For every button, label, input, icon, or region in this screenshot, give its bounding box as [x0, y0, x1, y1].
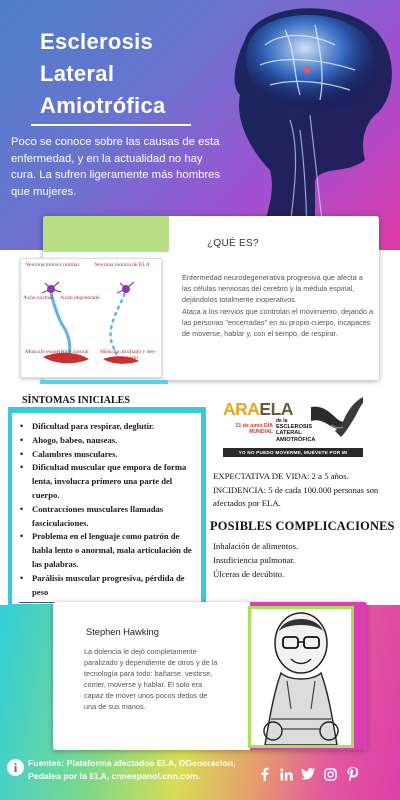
hawking-name: Stephen Hawking — [86, 627, 159, 637]
complication-item: Inhalación de alimentos. — [213, 541, 299, 551]
what-is-paragraph-2: Ataca a los nervios que controlan el movimiento, dejando a las personas "encerradas" en su propio cuerpo, incapaces de moverse, hablar y, con el tiempo, de respirar. — [182, 306, 374, 338]
araela-logo — [223, 399, 293, 420]
intro-text: Poco se conoce sobre las causas de esta enfermedad, y en la actualidad no hay cura. La sufren ligeramente más hombres que mujeres. — [11, 136, 221, 198]
label-axon-normal: Axón normal — [23, 295, 53, 301]
cyan-accent-stripe — [40, 380, 168, 384]
label-muscle-atrophied: Músculo atrofiado y des-inervado — [99, 349, 157, 362]
stats-block — [213, 470, 397, 511]
complication-item: Úlceras de decúbito. — [213, 568, 285, 579]
what-is-accent — [43, 216, 169, 252]
araela-date: 21 de junio DÍA MUNDIAL — [235, 423, 273, 435]
info-icon: i — [7, 759, 24, 776]
symptom-item: • Dificultad muscular que empora de forma lenta, involucra primero una parte del cuerpo. — [19, 461, 199, 502]
symptoms-list — [19, 420, 199, 599]
symptom-item: • Dificultad para respirar, deglutir. — [19, 420, 199, 434]
title-underline — [31, 124, 191, 126]
title-line-1: Esclerosis — [40, 29, 154, 54]
araela-logo-ela: ELA — [259, 399, 293, 419]
symptom-item: • Ahogo, babeo, nauseas. — [19, 434, 199, 448]
label-muscle-normal: Músculo esquelético normal — [25, 349, 89, 355]
incidence: INCIDENCIA: 5 de cada 100.000 personas son afectados por ELA. — [213, 484, 379, 508]
sources-text: Fuentes: Plataforma afectados ELA, DGeneracion, Pedalea por la ELA, cnnespanol.cnn.com. — [28, 758, 236, 781]
hawking-caricature-art — [251, 609, 351, 745]
header-banner — [0, 0, 400, 250]
complication-item: Insuficiencia pulmonar. — [213, 554, 296, 565]
title-line-3: Amiotrófica — [40, 93, 166, 118]
complications-list — [213, 540, 298, 581]
symptom-item: • Contracciones musculares llamadas fasciculaciones. — [19, 503, 199, 531]
symptom-item: • Parálisis muscular progresiva, pérdida de peso — [19, 572, 199, 600]
hands-icon — [311, 397, 363, 447]
what-is-text — [182, 273, 374, 340]
instagram-icon[interactable] — [322, 766, 338, 782]
what-is-title: ¿QUÉ ES? — [207, 238, 259, 249]
araela-logo-ara: ARA — [223, 399, 260, 419]
life-expectancy: EXPECTATIVA DE VIDA: 2 a 5 años. — [213, 471, 349, 481]
araela-slogan: YO NO PUEDO MOVERME, MUÉVETE POR MI — [223, 448, 363, 457]
symptoms-title: SÍNTOMAS INICIALES — [22, 395, 130, 406]
title-line-2: Lateral — [40, 61, 115, 86]
social-links — [256, 766, 360, 782]
page-title — [40, 26, 166, 122]
label-ela-neuron: Neurona motora de ELA — [94, 262, 150, 268]
neuron-diagram — [20, 258, 162, 378]
hawking-caricature — [248, 606, 354, 748]
brain-head-illustration — [215, 0, 400, 250]
label-axon-degenerated: Axón degenerado — [60, 295, 100, 301]
araela-of: de la — [276, 418, 288, 424]
twitter-icon[interactable] — [300, 766, 316, 782]
araela-disease-name: ESCLEROSIS LATERAL AMIOTRÓFICA — [276, 424, 316, 443]
facebook-icon[interactable] — [256, 766, 272, 782]
symptom-item: • Calambres musculares. — [19, 448, 199, 462]
symptom-item: • Problema en el lenguaje como patrón de habla lento o anormal, mala articulación de las palabras. — [19, 530, 199, 571]
complications-title: POSIBLES COMPLICACIONES — [210, 519, 395, 533]
hawking-text: La dolencia le dejó completamente paralizado y dependiente de otros y de la tecnología para todo: bañarse, vestirse, comer, moverse y hablar. El solo era capaz de mover unos pocos dedos de una de sus manos. — [84, 647, 218, 712]
label-normal-neuron: Neurona motora normal — [25, 262, 79, 268]
what-is-paragraph-1: Enfermedad neurodegenerativa progresiva que afecta a las células nerviosas del cerebro y la médula espinal, dejándolos totalmente inoperativos. — [182, 273, 363, 304]
linkedin-icon[interactable] — [278, 766, 294, 782]
pinterest-icon[interactable] — [344, 766, 360, 782]
araela-banner — [223, 397, 363, 458]
